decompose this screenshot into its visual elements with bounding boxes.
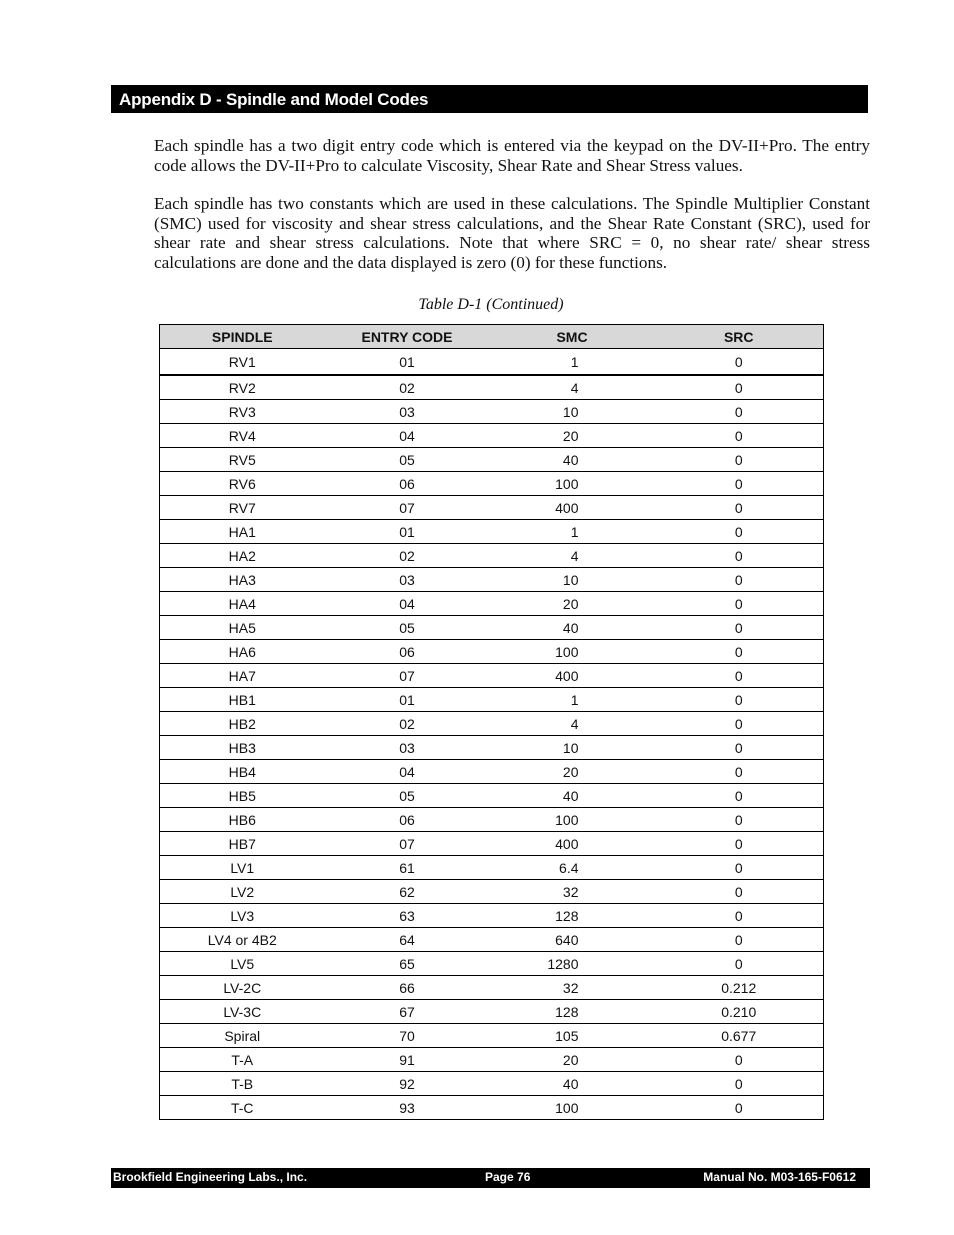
table-row [160, 496, 824, 520]
spindle-cell: T-C [160, 1096, 325, 1120]
entry-code-cell: 01 [325, 520, 490, 544]
entry-code-cell: 66 [325, 976, 490, 1000]
table-row [160, 424, 824, 448]
src-cell: 0 [655, 736, 824, 760]
table-row [160, 928, 824, 952]
entry-code-cell: 03 [325, 568, 490, 592]
src-cell: 0 [655, 592, 824, 616]
table-row [160, 976, 824, 1000]
smc-cell: 105 [490, 1024, 655, 1048]
entry-code-cell: 02 [325, 375, 490, 400]
spindle-cell: LV1 [160, 856, 325, 880]
src-cell: 0 [655, 616, 824, 640]
table-row [160, 784, 824, 808]
entry-code-cell: 04 [325, 760, 490, 784]
page-footer [111, 1168, 870, 1188]
spindle-codes-table [159, 324, 824, 1120]
src-cell: 0 [655, 1072, 824, 1096]
smc-cell: 1 [490, 520, 655, 544]
entry-code-cell: 05 [325, 616, 490, 640]
table-row [160, 664, 824, 688]
entry-code-cell: 63 [325, 904, 490, 928]
table-row [160, 1072, 824, 1096]
table-row [160, 688, 824, 712]
smc-cell: 32 [490, 976, 655, 1000]
smc-cell: 1 [490, 349, 655, 376]
spindle-cell: LV-3C [160, 1000, 325, 1024]
smc-cell: 1 [490, 688, 655, 712]
table-row [160, 808, 824, 832]
spindle-cell: LV5 [160, 952, 325, 976]
entry-code-cell: 05 [325, 448, 490, 472]
entry-code-cell: 04 [325, 592, 490, 616]
smc-cell: 4 [490, 712, 655, 736]
spindle-cell: LV3 [160, 904, 325, 928]
smc-cell: 10 [490, 736, 655, 760]
footer-company: Brookfield Engineering Labs., Inc. [113, 1170, 308, 1184]
smc-cell: 20 [490, 760, 655, 784]
table-row [160, 1000, 824, 1024]
smc-cell: 100 [490, 1096, 655, 1120]
src-cell: 0 [655, 712, 824, 736]
table-row [160, 375, 824, 400]
header-src: SRC [655, 325, 824, 349]
src-cell: 0 [655, 760, 824, 784]
table-row [160, 952, 824, 976]
table-row [160, 616, 824, 640]
spindle-cell: RV6 [160, 472, 325, 496]
table-row [160, 520, 824, 544]
spindle-cell: RV4 [160, 424, 325, 448]
table-row [160, 1096, 824, 1120]
spindle-cell: HB4 [160, 760, 325, 784]
src-cell: 0 [655, 544, 824, 568]
spindle-cell: HA4 [160, 592, 325, 616]
src-cell: 0 [655, 856, 824, 880]
smc-cell: 400 [490, 664, 655, 688]
table-row [160, 1048, 824, 1072]
src-cell: 0.210 [655, 1000, 824, 1024]
spindle-cell: HA6 [160, 640, 325, 664]
smc-cell: 100 [490, 808, 655, 832]
src-cell: 0 [655, 1048, 824, 1072]
table-row [160, 592, 824, 616]
entry-code-cell: 02 [325, 544, 490, 568]
src-cell: 0 [655, 832, 824, 856]
spindle-cell: HB7 [160, 832, 325, 856]
smc-cell: 32 [490, 880, 655, 904]
table-row [160, 760, 824, 784]
table-row [160, 640, 824, 664]
header-smc: SMC [490, 325, 655, 349]
smc-cell: 6.4 [490, 856, 655, 880]
entry-code-cell: 67 [325, 1000, 490, 1024]
spindle-cell: Spiral [160, 1024, 325, 1048]
entry-code-cell: 06 [325, 640, 490, 664]
src-cell: 0.677 [655, 1024, 824, 1048]
entry-code-cell: 03 [325, 736, 490, 760]
table-row [160, 544, 824, 568]
src-cell: 0 [655, 1096, 824, 1120]
src-cell: 0 [655, 688, 824, 712]
entry-code-cell: 70 [325, 1024, 490, 1048]
entry-code-cell: 07 [325, 664, 490, 688]
header-spindle: SPINDLE [160, 325, 325, 349]
table-row [160, 448, 824, 472]
smc-cell: 40 [490, 448, 655, 472]
src-cell: 0 [655, 568, 824, 592]
smc-cell: 40 [490, 1072, 655, 1096]
footer-page-number: Page 76 [485, 1170, 531, 1184]
smc-cell: 4 [490, 375, 655, 400]
table-row [160, 1024, 824, 1048]
entry-code-cell: 01 [325, 688, 490, 712]
src-cell: 0 [655, 664, 824, 688]
smc-cell: 1280 [490, 952, 655, 976]
src-cell: 0 [655, 952, 824, 976]
entry-code-cell: 05 [325, 784, 490, 808]
table-row [160, 349, 824, 376]
smc-cell: 400 [490, 832, 655, 856]
spindle-cell: HA2 [160, 544, 325, 568]
spindle-cell: T-B [160, 1072, 325, 1096]
table-row [160, 904, 824, 928]
spindle-cell: HB3 [160, 736, 325, 760]
spindle-cell: HB6 [160, 808, 325, 832]
entry-code-cell: 61 [325, 856, 490, 880]
smc-cell: 10 [490, 568, 655, 592]
entry-code-cell: 92 [325, 1072, 490, 1096]
smc-cell: 100 [490, 472, 655, 496]
smc-cell: 128 [490, 904, 655, 928]
spindle-cell: HA1 [160, 520, 325, 544]
smc-cell: 400 [490, 496, 655, 520]
src-cell: 0 [655, 928, 824, 952]
spindle-cell: RV3 [160, 400, 325, 424]
spindle-cell: RV1 [160, 349, 325, 376]
entry-code-cell: 02 [325, 712, 490, 736]
src-cell: 0.212 [655, 976, 824, 1000]
table-row [160, 400, 824, 424]
intro-paragraph: Each spindle has a two digit entry code which is entered via the keypad on the DV-II+Pro. The entry code allows the DV-II+Pro to calculate Viscosity, Shear Rate and Shear Stress values. [154, 136, 870, 175]
spindle-cell: RV7 [160, 496, 325, 520]
footer-manual-number: Manual No. M03-165-F0612 [703, 1170, 856, 1184]
spindle-cell: RV5 [160, 448, 325, 472]
table-caption: Table D-1 (Continued) [418, 296, 564, 313]
table-row [160, 832, 824, 856]
spindle-cell: HB5 [160, 784, 325, 808]
entry-code-cell: 65 [325, 952, 490, 976]
entry-code-cell: 01 [325, 349, 490, 376]
table-row [160, 736, 824, 760]
entry-code-cell: 07 [325, 832, 490, 856]
spindle-cell: LV-2C [160, 976, 325, 1000]
src-cell: 0 [655, 375, 824, 400]
entry-code-cell: 64 [325, 928, 490, 952]
src-cell: 0 [655, 520, 824, 544]
table-body [160, 349, 824, 1120]
smc-cell: 20 [490, 1048, 655, 1072]
section-title: Appendix D - Spindle and Model Codes [111, 85, 868, 113]
src-cell: 0 [655, 640, 824, 664]
entry-code-cell: 91 [325, 1048, 490, 1072]
spindle-cell: HB1 [160, 688, 325, 712]
spindle-cell: LV2 [160, 880, 325, 904]
src-cell: 0 [655, 784, 824, 808]
src-cell: 0 [655, 808, 824, 832]
table-row [160, 856, 824, 880]
smc-cell: 640 [490, 928, 655, 952]
entry-code-cell: 93 [325, 1096, 490, 1120]
entry-code-cell: 07 [325, 496, 490, 520]
spindle-cell: HA5 [160, 616, 325, 640]
smc-cell: 100 [490, 640, 655, 664]
spindle-cell: T-A [160, 1048, 325, 1072]
smc-cell: 128 [490, 1000, 655, 1024]
table-row [160, 712, 824, 736]
table-row [160, 472, 824, 496]
header-entry-code: ENTRY CODE [325, 325, 490, 349]
entry-code-cell: 06 [325, 808, 490, 832]
src-cell: 0 [655, 349, 824, 376]
constants-paragraph: Each spindle has two constants which are used in these calculations. The Spindle Multiplier Constant (SMC) used for viscosity and shear stress calculations, and the Shear Rate Constant (SRC), used for shear rate and shear stress calculations. Note that where SRC = 0, no shear rate/ shear stress calculations are done and the data displayed is zero (0) for these functions. [154, 194, 870, 272]
smc-cell: 20 [490, 592, 655, 616]
smc-cell: 4 [490, 544, 655, 568]
src-cell: 0 [655, 472, 824, 496]
entry-code-cell: 03 [325, 400, 490, 424]
smc-cell: 40 [490, 784, 655, 808]
entry-code-cell: 04 [325, 424, 490, 448]
src-cell: 0 [655, 400, 824, 424]
table-row [160, 568, 824, 592]
spindle-cell: RV2 [160, 375, 325, 400]
src-cell: 0 [655, 496, 824, 520]
smc-cell: 20 [490, 424, 655, 448]
smc-cell: 10 [490, 400, 655, 424]
spindle-cell: HA7 [160, 664, 325, 688]
table-row [160, 880, 824, 904]
entry-code-cell: 62 [325, 880, 490, 904]
spindle-cell: LV4 or 4B2 [160, 928, 325, 952]
entry-code-cell: 06 [325, 472, 490, 496]
smc-cell: 40 [490, 616, 655, 640]
src-cell: 0 [655, 880, 824, 904]
spindle-cell: HB2 [160, 712, 325, 736]
src-cell: 0 [655, 904, 824, 928]
src-cell: 0 [655, 448, 824, 472]
src-cell: 0 [655, 424, 824, 448]
table-header-row [160, 325, 824, 349]
spindle-cell: HA3 [160, 568, 325, 592]
